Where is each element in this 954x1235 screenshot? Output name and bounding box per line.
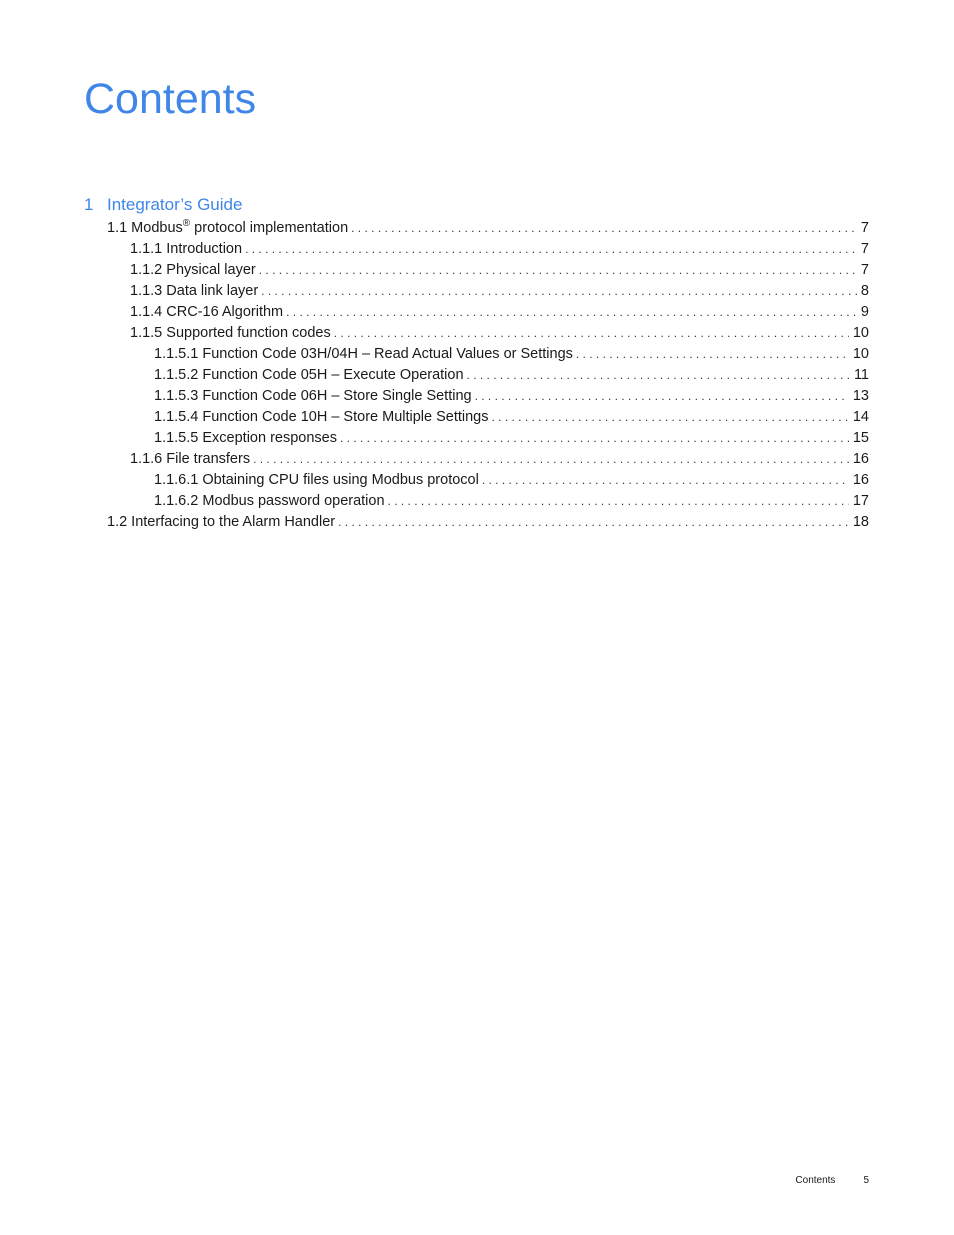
toc-entry-1-1-1[interactable] — [130, 239, 869, 260]
toc-entry-page: 15 — [852, 430, 869, 446]
dot-leader — [253, 449, 849, 470]
dot-leader — [475, 386, 849, 407]
toc-entry-page: 13 — [852, 388, 869, 404]
dot-leader — [388, 491, 849, 512]
page-title: Contents — [84, 75, 257, 123]
toc-entry-1-1-5-2[interactable] — [154, 365, 869, 386]
footer-section-label: Contents — [795, 1175, 836, 1186]
chapter-heading[interactable] — [84, 194, 242, 216]
toc-entry-label: 1.1.5.4 Function Code 10H – Store Multiple Settings — [154, 409, 489, 425]
toc-entry-label: 1.1.5 Supported function codes — [130, 325, 331, 341]
dot-leader — [245, 239, 857, 260]
toc-entry-label: 1.1.3 Data link layer — [130, 283, 259, 299]
toc-entry-page: 17 — [852, 493, 869, 509]
toc-entry-page: 16 — [852, 472, 869, 488]
dot-leader — [351, 218, 857, 239]
toc-entry-1-1-6-1[interactable] — [154, 470, 869, 491]
toc-entry-page: 18 — [852, 514, 869, 530]
registered-mark: ® — [182, 218, 191, 230]
toc-entry-label: 1.1 Modbus® protocol implementation — [107, 218, 349, 236]
toc-entry-1-1-5-1[interactable] — [154, 344, 869, 365]
toc-entry-page: 11 — [853, 367, 869, 383]
toc-entry-page: 16 — [852, 451, 869, 467]
dot-leader — [286, 302, 857, 323]
dot-leader — [492, 407, 849, 428]
page-footer — [795, 1174, 869, 1188]
toc-entry-1-1-5[interactable] — [130, 323, 869, 344]
toc-entry-page: 7 — [860, 220, 869, 236]
toc-entry-label: 1.1.6.2 Modbus password operation — [154, 493, 385, 509]
toc-entry-page: 10 — [852, 346, 869, 362]
dot-leader — [467, 365, 850, 386]
dot-leader — [259, 260, 857, 281]
toc-entry-page: 8 — [860, 283, 869, 299]
dot-leader — [261, 281, 857, 302]
toc-entry-page: 7 — [860, 241, 869, 257]
toc-entry-1-2[interactable] — [107, 512, 869, 533]
chapter-number: 1 — [84, 195, 94, 214]
toc-entry-label: 1.1.5.3 Function Code 06H – Store Single Setting — [154, 388, 472, 404]
toc-entry-1-1-5-5[interactable] — [154, 428, 869, 449]
dot-leader — [334, 323, 849, 344]
dot-leader — [338, 512, 849, 533]
toc-entry-1-1-2[interactable] — [130, 260, 869, 281]
toc-entry-1-1-5-4[interactable] — [154, 407, 869, 428]
chapter-title: Integrator’s Guide — [107, 195, 243, 214]
toc-entry-label: 1.1.2 Physical layer — [130, 262, 256, 278]
toc-entry-page: 10 — [852, 325, 869, 341]
footer-page-number: 5 — [863, 1175, 869, 1186]
toc-entry-page: 9 — [860, 304, 869, 320]
toc-entry-label: 1.1.6 File transfers — [130, 451, 251, 467]
toc-entry-1-1-5-3[interactable] — [154, 386, 869, 407]
dot-leader — [576, 344, 849, 365]
toc-entry-1-1-6[interactable] — [130, 449, 869, 470]
toc-entry-1-1-6-2[interactable] — [154, 491, 869, 512]
dot-leader — [340, 428, 849, 449]
toc-entry-page: 14 — [852, 409, 869, 425]
toc-entry-label: 1.1.4 CRC-16 Algorithm — [130, 304, 284, 320]
toc-entry-label: 1.1.6.1 Obtaining CPU files using Modbus protocol — [154, 472, 479, 488]
toc-entry-label: 1.2 Interfacing to the Alarm Handler — [107, 514, 336, 530]
dot-leader — [482, 470, 849, 491]
toc-entry-1-1-3[interactable] — [130, 281, 869, 302]
toc-entry-label: 1.1.1 Introduction — [130, 241, 243, 257]
toc-entry-page: 7 — [860, 262, 869, 278]
toc-entry-label: 1.1.5.1 Function Code 03H/04H – Read Actual Values or Settings — [154, 346, 573, 362]
toc-entry-label: 1.1.5.2 Function Code 05H – Execute Operation — [154, 367, 464, 383]
toc-entry-1-1-4[interactable] — [130, 302, 869, 323]
toc-entry-1-1[interactable] — [107, 218, 869, 239]
toc-entry-label: 1.1.5.5 Exception responses — [154, 430, 337, 446]
